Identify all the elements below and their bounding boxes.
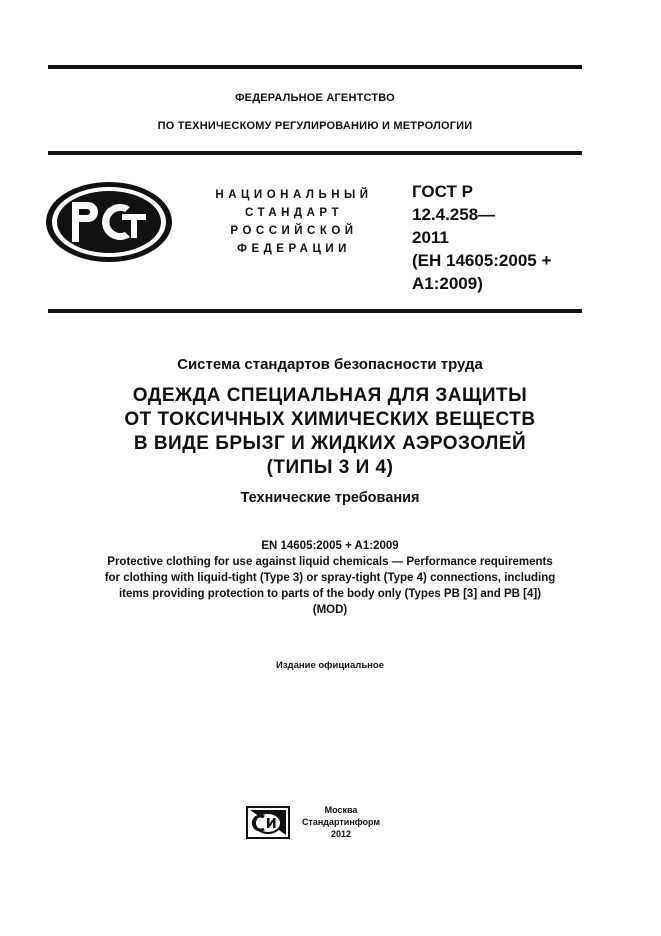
english-line: EN 14605:2005 + A1:2009 (261, 540, 399, 552)
rst-mark-icon (44, 180, 174, 264)
title-line: (ТИПЫ 3 И 4) (266, 457, 394, 478)
title-line: ОДЕЖДА СПЕЦИАЛЬНАЯ ДЛЯ ЗАЩИТЫ (132, 385, 528, 406)
designation-line: ГОСТ Р (412, 182, 473, 201)
national-standard-line: СТАНДАРТ (245, 207, 343, 219)
technical-requirements-heading: Технические требования (240, 490, 420, 506)
designation-line: А1:2009) (412, 274, 483, 293)
top-rule (48, 65, 582, 69)
publication-year: 2012 (330, 829, 352, 839)
english-line: (MOD) (312, 604, 348, 616)
header-rule (48, 151, 582, 155)
designation-line: (ЕН 14605:2005 + (412, 251, 552, 270)
standartinform-logo-icon (246, 806, 290, 839)
national-standard-block (196, 186, 392, 258)
english-line: items providing protection to parts of the body only (Types PB [3] and PB [4]) (118, 588, 542, 600)
english-line: Protective clothing for use against liquid chemicals — Performance requirements (107, 556, 553, 568)
english-line: for clothing with liquid-tight (Type 3) or spray-tight (Type 4) connections, including (104, 572, 556, 584)
publisher-block (296, 804, 386, 840)
english-title-block (40, 538, 620, 618)
publisher-name: Стандартинформ (301, 817, 381, 827)
standard-designation (412, 180, 592, 295)
edition-note: Издание официальное (276, 660, 384, 671)
agency-line-1: ФЕДЕРАЛЬНОЕ АГЕНТСТВО (235, 92, 395, 104)
designation-line: 2011 (412, 228, 449, 247)
series-subtitle: Система стандартов безопасности труда (177, 356, 483, 373)
publisher-city: Москва (324, 805, 358, 815)
title-line: В ВИДЕ БРЫЗГ И ЖИДКИХ АЭРОЗОЛЕЙ (133, 433, 527, 454)
title-line: ОТ ТОКСИЧНЫХ ХИМИЧЕСКИХ ВЕЩЕСТВ (124, 409, 536, 430)
designation-rule (48, 309, 582, 313)
national-standard-line: ФЕДЕРАЦИИ (237, 243, 351, 255)
national-standard-line: РОССИЙСКОЙ (230, 225, 358, 237)
designation-line: 12.4.258— (412, 205, 496, 224)
document-title (40, 384, 620, 480)
agency-line-2: ПО ТЕХНИЧЕСКОМУ РЕГУЛИРОВАНИЮ И МЕТРОЛОГИИ (157, 120, 473, 132)
national-standard-line: НАЦИОНАЛЬНЫЙ (215, 189, 373, 201)
